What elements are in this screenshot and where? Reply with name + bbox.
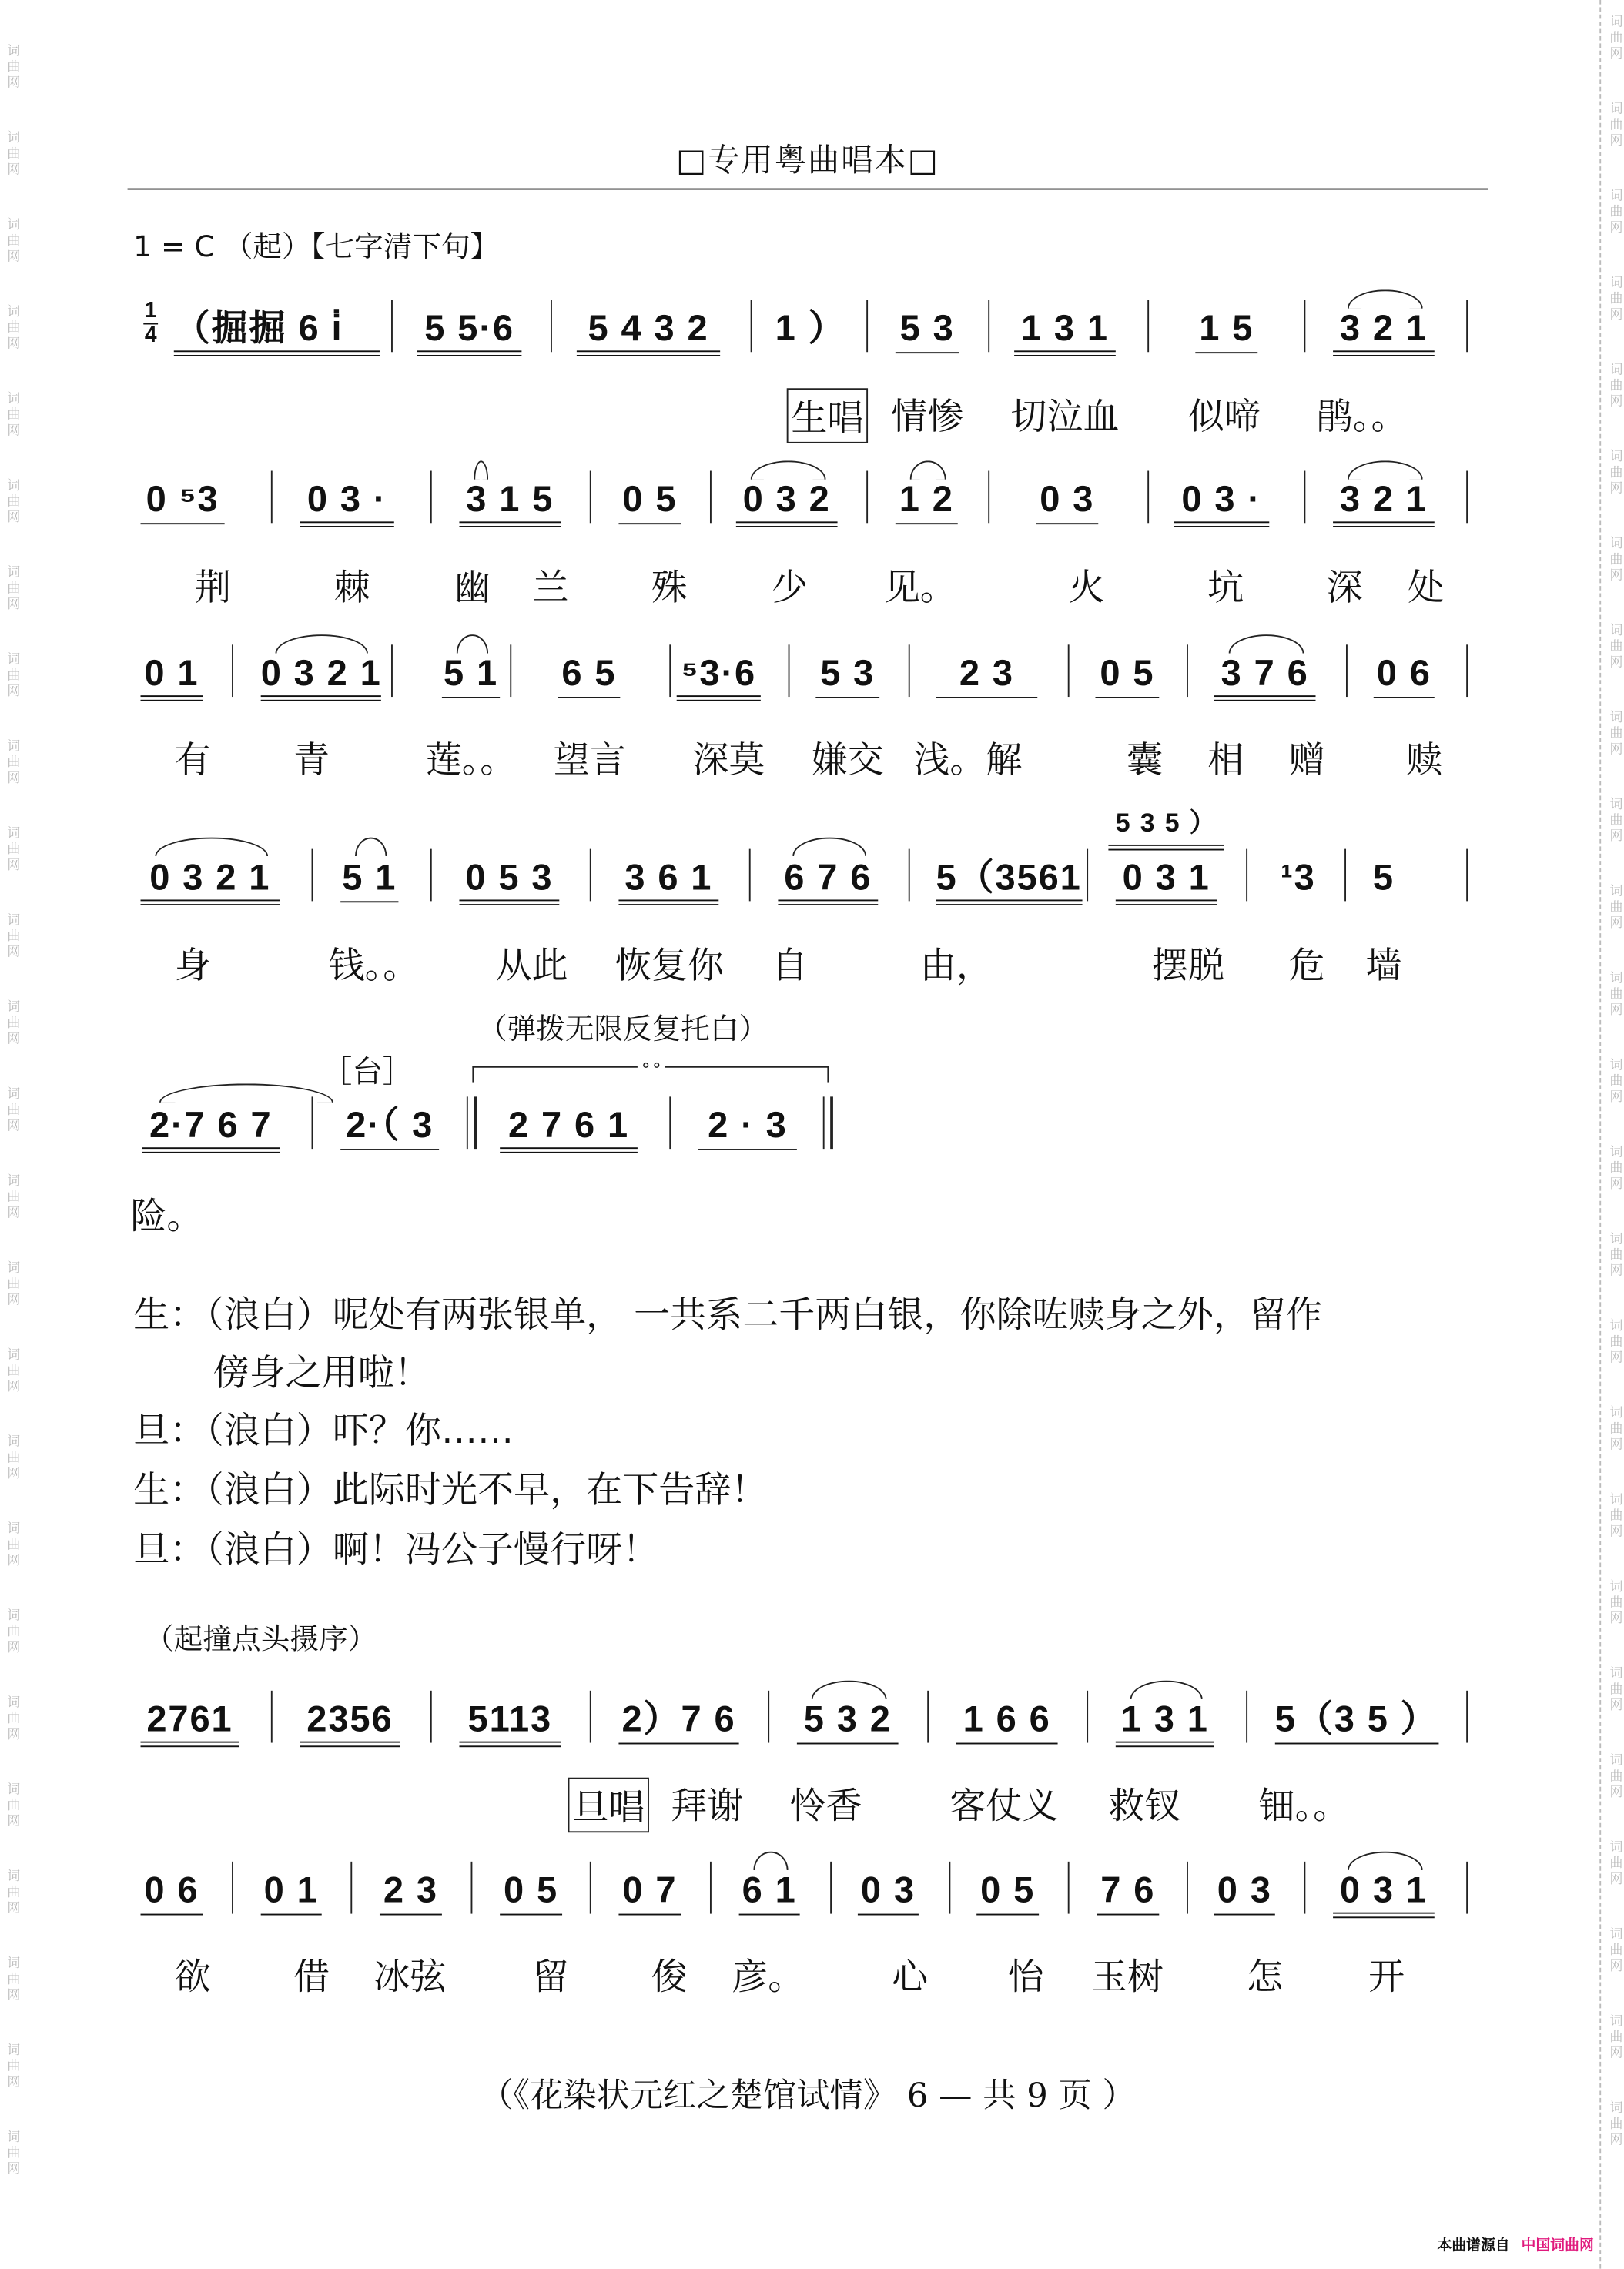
slur-mark — [792, 838, 866, 856]
slur-mark — [155, 838, 268, 856]
barline — [1087, 1691, 1088, 1743]
measure-notes: 0 1 — [261, 1870, 322, 1915]
watermark-text: 词曲网 — [1606, 536, 1622, 584]
watermark-text: 词曲网 — [4, 1869, 19, 1917]
measure-notes: 3 7 6 — [1214, 654, 1316, 701]
lyric: 赠 — [1288, 738, 1325, 781]
barline — [510, 644, 511, 697]
lyric: 危 — [1288, 944, 1325, 987]
barline — [350, 1862, 352, 1914]
measure-notes: 5 4 3 2 — [577, 309, 720, 356]
watermark-text: 词曲网 — [1606, 1057, 1622, 1106]
lyric: 赎 — [1406, 738, 1443, 781]
lyric: 深 — [1326, 566, 1363, 609]
lyric: 彦。 — [732, 1956, 805, 1998]
measure-notes: 0 1 — [141, 654, 203, 701]
lyric: 莲。。 — [425, 738, 517, 781]
source-site: 中国词曲网 — [1521, 2238, 1594, 2254]
lyric: 拜谢 — [671, 1785, 744, 1827]
lyric: 囊 — [1126, 738, 1163, 781]
barline — [830, 1862, 832, 1914]
barline — [312, 849, 313, 902]
watermark-text: 词曲网 — [4, 651, 19, 700]
measure-notes: 1 3 1 — [1116, 1699, 1214, 1747]
slur-mark — [1229, 634, 1304, 653]
measure-notes: ⁵3·6 — [677, 654, 761, 701]
measure-notes: 0 3 1 — [1333, 1870, 1435, 1918]
watermark-text: 词曲网 — [1606, 1318, 1622, 1367]
slur-mark — [1348, 289, 1423, 308]
lyric: 兰 — [532, 566, 569, 609]
lyric: 火 — [1068, 566, 1105, 609]
barline — [1246, 849, 1247, 902]
grace-notes: 5 3 5 ） — [1108, 802, 1224, 850]
measure-notes: 0 7 — [618, 1870, 681, 1915]
watermark-text: 词曲网 — [1606, 188, 1622, 236]
watermark-text: 词曲网 — [1606, 1839, 1622, 1888]
source-label: 本曲谱源自 — [1437, 2238, 1510, 2254]
slur-mark — [753, 1852, 788, 1870]
double-barline — [823, 1096, 833, 1149]
watermark-text: 词曲网 — [1606, 1926, 1622, 1975]
barline — [1068, 1862, 1070, 1914]
measure-notes: 5 — [1372, 857, 1395, 899]
measure-notes: 5 3 2 — [797, 1699, 899, 1744]
measure-notes: 2·7 6 7 — [142, 1106, 280, 1153]
barline — [1147, 300, 1149, 352]
measure-notes: （掘掘 6 i̇ — [174, 309, 380, 356]
measure-notes: 5 1 — [340, 858, 398, 902]
role-label: 旦唱 — [568, 1778, 649, 1833]
watermark-text: 词曲网 — [1606, 1405, 1622, 1454]
measure-notes: 2 · 3 — [698, 1106, 797, 1150]
lyric: 深莫 — [692, 738, 765, 781]
lyric: 由， — [919, 944, 993, 987]
slur-mark — [276, 634, 368, 653]
barline — [1187, 1862, 1188, 1914]
measure-notes: 0 3 — [1214, 1870, 1275, 1915]
measure-notes: 3 6 1 — [618, 858, 718, 905]
barline — [1304, 1862, 1305, 1914]
barline — [590, 849, 591, 902]
watermark-text: 词曲网 — [1606, 2013, 1622, 2062]
barline — [1087, 849, 1088, 902]
watermark-text: 词曲网 — [4, 1347, 19, 1395]
watermark-text: 词曲网 — [4, 999, 19, 1048]
barline — [1304, 471, 1305, 524]
measure-notes: 0 6 — [1374, 654, 1435, 698]
watermark-text: 词曲网 — [4, 2129, 19, 2178]
lyric: 摆脱 — [1151, 944, 1224, 987]
barline — [1466, 1691, 1468, 1743]
watermark-text: 词曲网 — [4, 1608, 19, 1656]
lyric: 从此 — [495, 944, 568, 987]
lyric: 殊 — [651, 566, 688, 609]
watermark-text: 词曲网 — [1606, 796, 1622, 845]
watermark-text: 词曲网 — [1606, 1492, 1622, 1541]
barline — [1466, 849, 1468, 902]
dialogue-line: 旦：（浪白）啊！冯公子慢行呀！ — [133, 1528, 659, 1571]
measure-notes: 0 5 — [1095, 654, 1159, 698]
measure-notes: 5 3 — [815, 654, 879, 698]
measure-notes: 0 5 — [500, 1870, 562, 1915]
barline — [1466, 644, 1468, 697]
measure-notes: 5 1 — [442, 654, 500, 698]
lyric: 浅。解 — [913, 738, 1023, 781]
barline — [988, 471, 989, 524]
barline — [927, 1691, 929, 1743]
watermark-text: 词曲网 — [4, 477, 19, 527]
barline — [312, 1096, 313, 1149]
barline — [590, 1862, 591, 1914]
watermark-text: 词曲网 — [1606, 275, 1622, 323]
dialogue-line: 傍身之用啦！ — [213, 1351, 430, 1394]
measure-notes: 0 3 — [858, 1870, 919, 1915]
lyric: 相 — [1207, 738, 1244, 781]
watermark-text: 词曲网 — [4, 1782, 19, 1830]
section-label: （起撞点头摄序） — [145, 1621, 377, 1656]
measure-notes: 0 3 1 — [1116, 858, 1217, 905]
lyric: 望言 — [553, 738, 626, 781]
barline — [909, 849, 910, 902]
time-signature — [141, 300, 161, 347]
barline — [1246, 1691, 1247, 1743]
watermark-text: 词曲网 — [4, 912, 19, 961]
barline — [669, 644, 671, 697]
lyric: 钱。。 — [328, 944, 420, 987]
barline — [1344, 849, 1346, 902]
watermark-text: 词曲网 — [1606, 883, 1622, 932]
barline — [430, 849, 432, 902]
measure-notes: 2 3 — [380, 1870, 442, 1915]
slur-mark — [1348, 460, 1423, 479]
slur-mark — [1348, 1852, 1423, 1870]
barline — [471, 1862, 473, 1914]
repeat-sign: ∘∘ — [638, 1055, 665, 1075]
lyric: 情惨 — [891, 395, 964, 438]
measure-notes: 5 5·6 — [417, 309, 521, 356]
lyric: 荆 — [195, 566, 232, 609]
measure-notes: 2356 — [300, 1699, 400, 1747]
measure-notes: 5（3561 — [936, 858, 1082, 905]
watermark-text: 词曲网 — [4, 2043, 19, 2091]
watermark-text: 词曲网 — [4, 1521, 19, 1569]
header-divider — [128, 189, 1488, 190]
watermark-text: 词曲网 — [4, 1695, 19, 1743]
double-barline — [467, 1096, 477, 1149]
barline — [768, 1691, 769, 1743]
lyric: 恢复你 — [614, 944, 724, 987]
page-footer: （《花染状元红之楚馆试情》 6 — 共 9 页 ） — [480, 2077, 1136, 2116]
watermark-text: 词曲网 — [4, 1956, 19, 2004]
measure-notes: 2 7 6 1 — [500, 1106, 638, 1153]
barline — [430, 471, 432, 524]
lyric: 少 — [771, 566, 809, 609]
lyric: 棘 — [333, 566, 370, 609]
barline — [751, 300, 752, 352]
watermark-text: 词曲网 — [4, 1260, 19, 1309]
watermark-text: 词曲网 — [4, 825, 19, 874]
lyric: 怎 — [1247, 1956, 1284, 1998]
measure-notes: 0 5 — [976, 1870, 1039, 1915]
barline — [988, 300, 989, 352]
barline — [789, 644, 790, 697]
measure-notes: 0 3 2 1 — [261, 654, 382, 701]
watermark-text: 词曲网 — [1606, 623, 1622, 671]
barline — [1304, 300, 1305, 352]
measure-notes: 2 3 — [936, 654, 1038, 698]
measure-notes: 0 3 2 1 — [141, 858, 280, 905]
measure-notes: 5（3 5 ） — [1275, 1699, 1438, 1744]
lyric: 怡 — [1007, 1956, 1044, 1998]
lyric: 墙 — [1365, 944, 1402, 987]
watermark-text: 词曲网 — [4, 130, 19, 179]
watermark-text: 词曲网 — [1606, 362, 1622, 410]
dialogue-line: 旦：（浪白）吓？你…… — [133, 1409, 514, 1452]
watermark-text: 词曲网 — [1606, 2100, 1622, 2149]
measure-notes: 6 5 — [558, 654, 620, 698]
barline — [1187, 644, 1188, 697]
barline — [271, 1691, 273, 1743]
lyric: 玉树 — [1090, 1956, 1164, 1998]
slur-mark — [355, 838, 387, 856]
barline — [1147, 471, 1149, 524]
barline — [551, 300, 552, 352]
watermark-text: 词曲网 — [1606, 1665, 1622, 1714]
barline — [749, 849, 751, 902]
measure-notes: 1 ） — [775, 308, 846, 350]
watermark-text: 词曲网 — [1606, 14, 1622, 62]
key-signature: 1 = C （起）【七字清下句】 — [133, 229, 500, 264]
tai-mark: ［台］ — [321, 1054, 414, 1089]
barline — [1466, 1862, 1468, 1914]
watermark-text: 词曲网 — [1606, 1752, 1622, 1801]
watermark-text: 词曲网 — [4, 304, 19, 353]
lyric: 欲 — [174, 1956, 211, 1998]
measure-notes: 5 3 — [896, 309, 959, 353]
measure-notes: 1 6 6 — [956, 1699, 1058, 1744]
lyric: 客仗义 — [949, 1785, 1059, 1827]
barline — [391, 644, 393, 697]
watermark-text: 词曲网 — [4, 217, 19, 266]
slur-mark — [474, 460, 488, 479]
barline — [430, 1691, 432, 1743]
measure-notes: 3 2 1 — [1333, 309, 1435, 356]
watermark-text: 词曲网 — [1606, 709, 1622, 758]
measure-notes: 0 3 — [1036, 480, 1098, 524]
watermark-text: 词曲网 — [1606, 101, 1622, 149]
watermark-text: 词曲网 — [1606, 1231, 1622, 1280]
watermark-text: 词曲网 — [4, 391, 19, 440]
measure-notes: 0 6 — [141, 1870, 203, 1915]
measure-notes: 3 1 5 — [459, 480, 561, 527]
measure-notes: 1 3 1 — [1014, 309, 1116, 356]
watermark-text: 词曲网 — [1606, 1578, 1622, 1628]
barline — [1466, 471, 1468, 524]
barline — [232, 644, 233, 697]
measure-notes: 0 3 2 — [736, 480, 838, 527]
lyric: 似啼 — [1187, 395, 1261, 438]
watermark-text: 词曲网 — [4, 1086, 19, 1135]
measure-notes: 2761 — [141, 1699, 239, 1747]
lyric: 俊 — [651, 1956, 688, 1998]
barline — [271, 471, 273, 524]
lyric: 险。 — [130, 1195, 203, 1237]
barline — [710, 471, 712, 524]
slur-mark — [751, 460, 826, 479]
lyric: 幽 — [454, 566, 491, 609]
watermark-text: 词曲网 — [1606, 970, 1622, 1019]
barline — [669, 1096, 671, 1149]
barline — [232, 1862, 233, 1914]
lyric: 冰弦 — [373, 1956, 447, 1998]
slur-mark — [1130, 1681, 1203, 1699]
repeat-instruction: （弹拨无限反复托白） — [477, 1011, 768, 1046]
watermark-text: 词曲网 — [4, 738, 19, 787]
measure-notes: 0 5 — [618, 480, 681, 524]
measure-notes: 6 1 — [739, 1870, 800, 1915]
barline — [1068, 644, 1070, 697]
lyric: 钿。。 — [1258, 1785, 1350, 1827]
lyric: 处 — [1407, 566, 1445, 609]
slur-mark — [457, 634, 488, 653]
lyric: 青 — [293, 738, 330, 781]
lyric: 救钗 — [1108, 1785, 1181, 1827]
lyric: 嫌交 — [811, 738, 884, 781]
lyric: 借 — [293, 1956, 330, 1998]
measure-notes: ¹3 — [1281, 857, 1316, 899]
slur-mark — [812, 1681, 887, 1699]
barline — [391, 300, 393, 352]
time-sig-top: 1 — [144, 298, 157, 323]
barline — [710, 1862, 712, 1914]
barline — [590, 471, 591, 524]
lyric: 开 — [1368, 1956, 1405, 1998]
measure-notes: 6 7 6 — [778, 858, 878, 905]
measure-notes: 0 5 3 — [459, 858, 559, 905]
time-sig-bottom: 4 — [144, 323, 157, 348]
watermark-text: 词曲网 — [4, 564, 19, 613]
measure-notes: 7 6 — [1097, 1870, 1159, 1915]
lyric: 坑 — [1207, 566, 1244, 609]
page-header: □专用粤曲唱本□ — [676, 143, 939, 180]
measure-notes: 1 5 — [1195, 309, 1257, 353]
barline — [1346, 644, 1348, 697]
barline — [866, 300, 868, 352]
measure-notes: 1 2 — [896, 480, 958, 524]
barline — [909, 644, 910, 697]
lyric: 怜香 — [789, 1785, 862, 1827]
slur-mark — [159, 1083, 333, 1102]
right-margin-border — [1599, 0, 1601, 2269]
measure-notes: 0 3 · — [300, 480, 393, 527]
watermark-text: 词曲网 — [1606, 1144, 1622, 1193]
dialogue-line: 生：（浪白）呢处有两张银单， 一共系二千两白银，你除咗赎身之外，留作 — [133, 1293, 1322, 1336]
lyric: 切泣血 — [1010, 395, 1120, 438]
lyric: 见。 — [883, 566, 956, 609]
role-label: 生唱 — [787, 388, 868, 443]
measure-notes: 2）7 6 — [618, 1699, 738, 1744]
barline — [1466, 300, 1468, 352]
barline — [590, 1691, 591, 1743]
lyric: 身 — [174, 944, 211, 987]
lyric: 心 — [892, 1956, 929, 1998]
watermark-text: 词曲网 — [4, 1173, 19, 1222]
measure-notes: 0 ⁵3 — [141, 480, 225, 524]
lyric: 有 — [174, 738, 211, 781]
slur-mark — [910, 460, 946, 479]
dialogue-line: 生：（浪白）此际时光不早，在下告辞！ — [133, 1468, 768, 1511]
measure-notes: 2·（ 3 — [340, 1106, 439, 1150]
watermark-text: 词曲网 — [1606, 449, 1622, 497]
lyric: 留 — [532, 1956, 569, 1998]
lyric: 鹃。。 — [1316, 395, 1408, 438]
lyric: 自 — [771, 944, 809, 987]
measure-notes: 0 3 · — [1174, 480, 1269, 527]
barline — [949, 1862, 950, 1914]
measure-notes: 5113 — [459, 1699, 561, 1747]
watermark-text: 词曲网 — [4, 43, 19, 92]
barline — [866, 471, 868, 524]
watermark-text: 词曲网 — [4, 1434, 19, 1482]
measure-notes: 3 2 1 — [1333, 480, 1435, 527]
